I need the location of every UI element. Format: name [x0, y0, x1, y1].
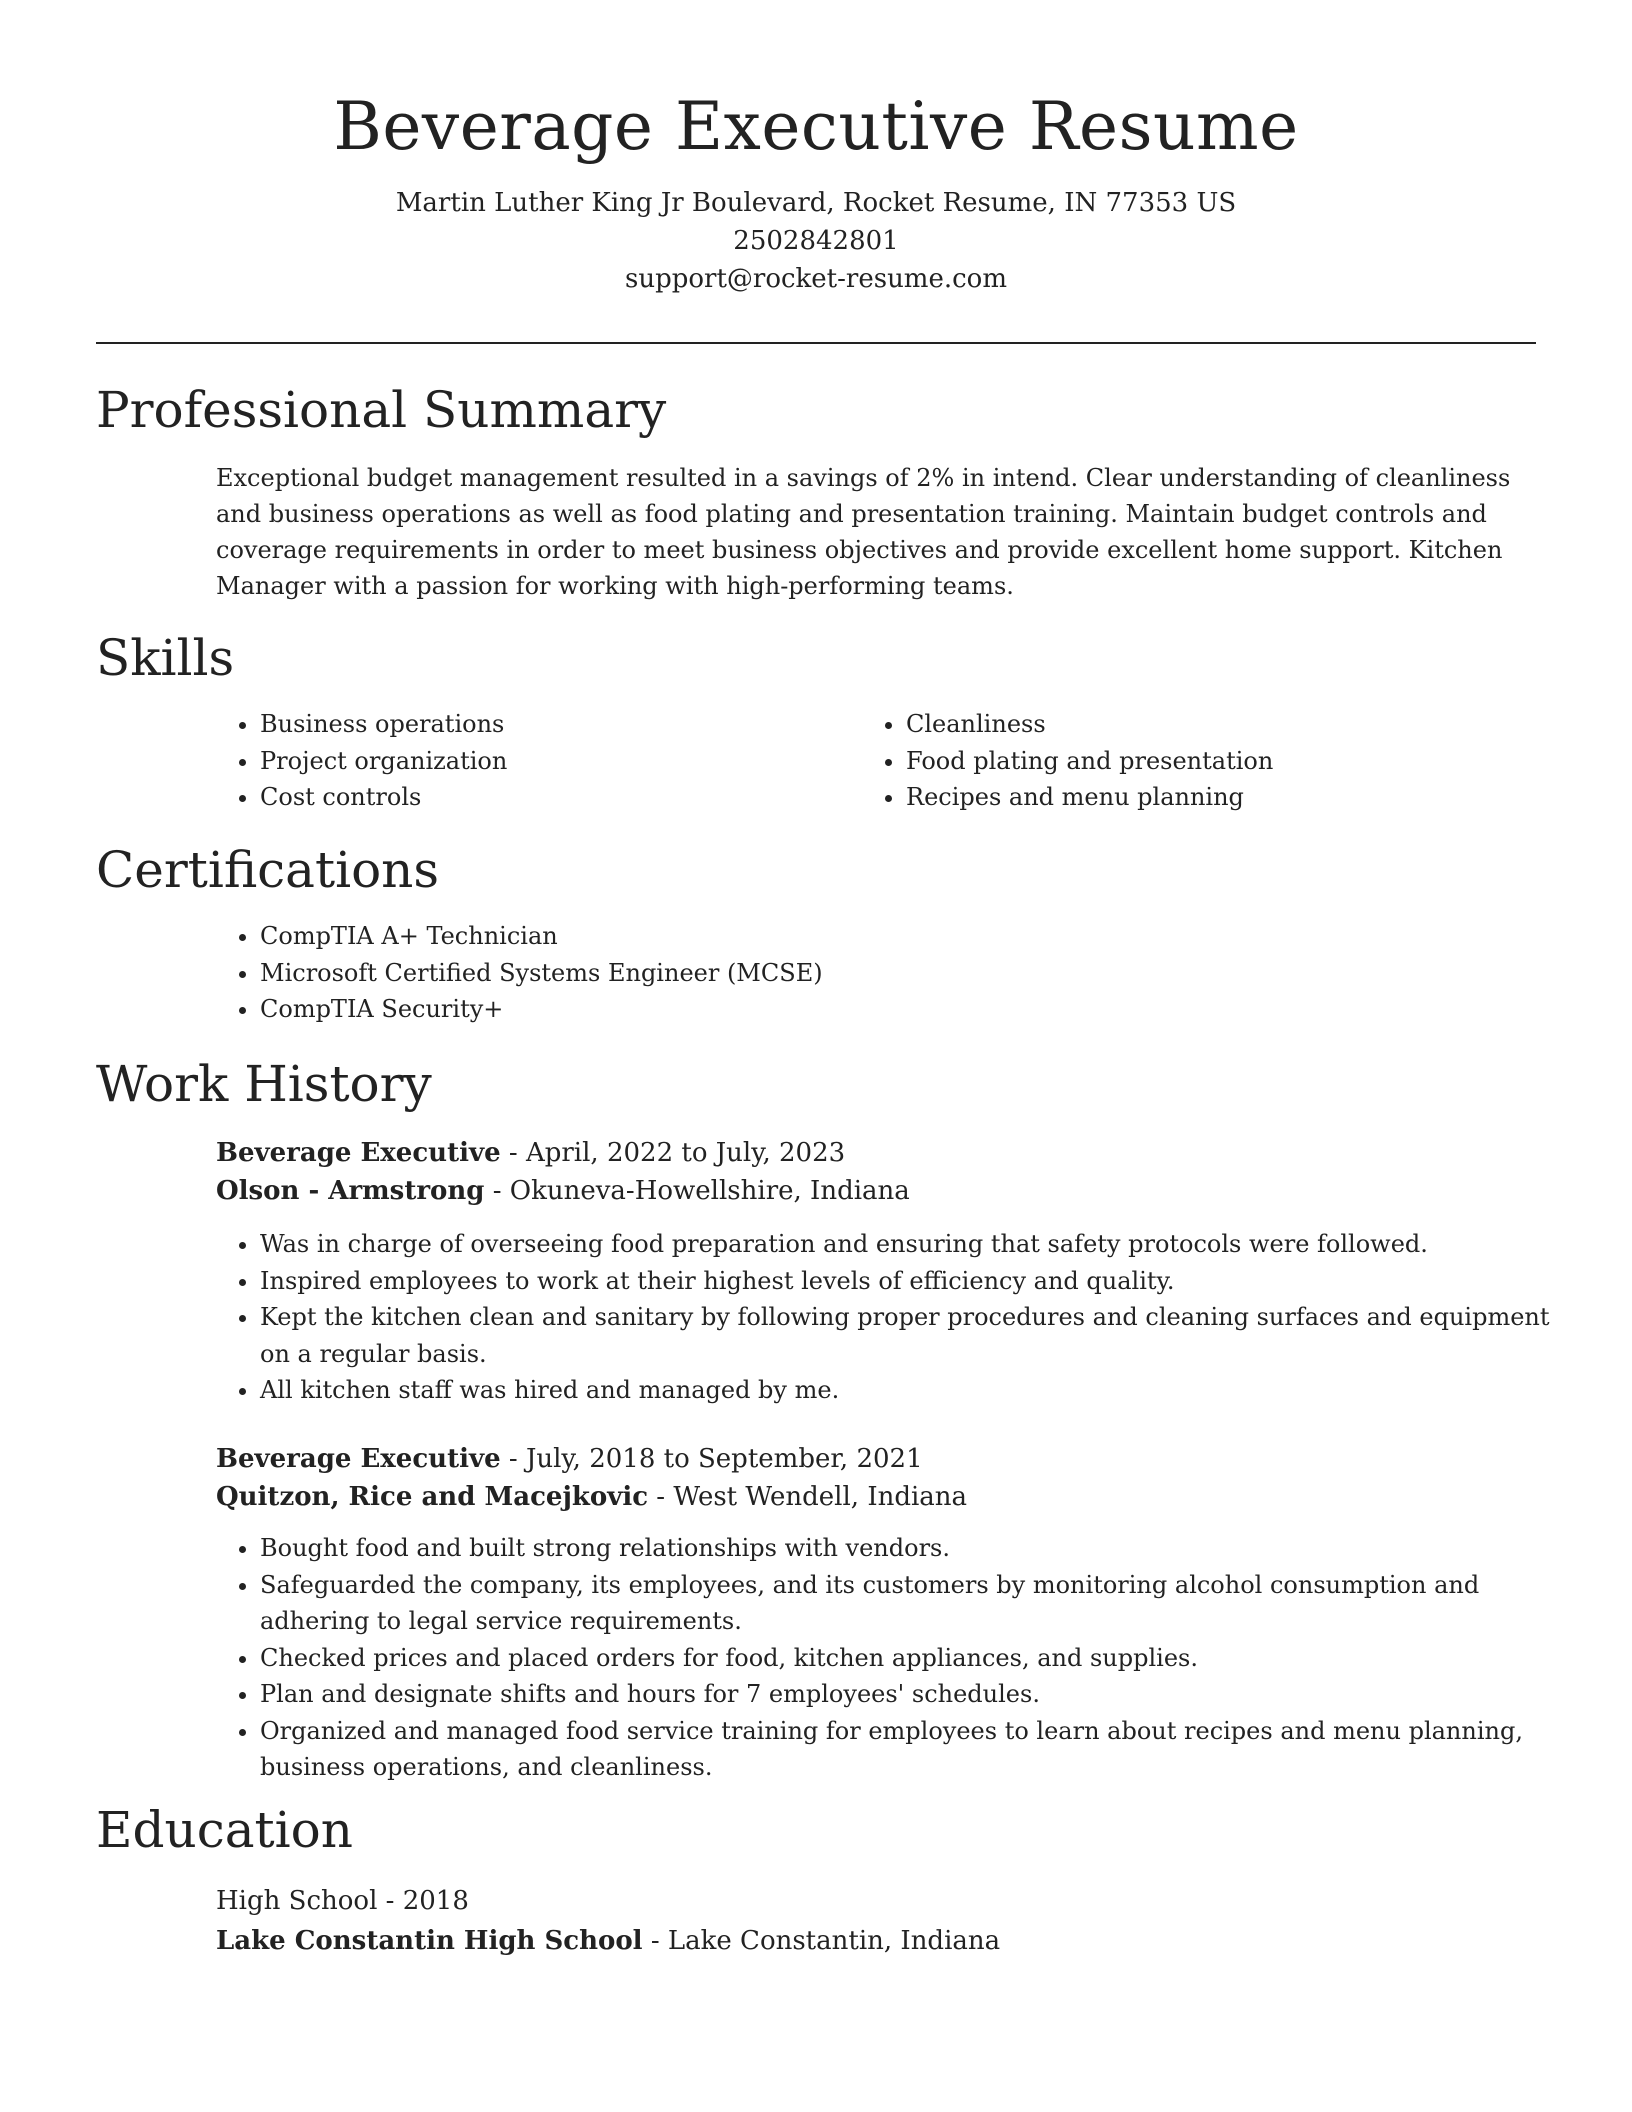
- job-location: - West Wendell, Indiana: [648, 1482, 968, 1512]
- job-company: Olson - Armstrong: [216, 1176, 485, 1206]
- education-year: - 2018: [377, 1886, 469, 1916]
- contact-address: Martin Luther King Jr Boulevard, Rocket Resume, IN 77353 US: [395, 188, 1237, 218]
- contact-email: support@rocket-resume.com: [624, 264, 1007, 294]
- skills-heading: Skills: [96, 629, 235, 687]
- skill-item: • Project organization: [260, 743, 860, 780]
- job-duty-item: • All kitchen staff was hired and managed by me.: [260, 1372, 1580, 1409]
- job-duty-item: • Safeguarded the company, its employees, and its customers by monitoring alcohol consumption and adhering to legal service requirements.: [260, 1567, 1580, 1640]
- job-duty-item: • Checked prices and placed orders for food, kitchen appliances, and supplies.: [260, 1640, 1580, 1677]
- education-school-line: [216, 1922, 1000, 1960]
- skills-list-left: [216, 706, 860, 816]
- job-duty-item: • Plan and designate shifts and hours for 7 employees' schedules.: [260, 1676, 1580, 1713]
- education-degree-line: [216, 1882, 469, 1920]
- job-duty-item: • Bought food and built strong relationships with vendors.: [260, 1530, 1580, 1567]
- job-dates: - April, 2022 to July, 2023: [500, 1138, 846, 1168]
- skill-item: • Cost controls: [260, 779, 860, 816]
- job-location: - Okuneva-Howellshire, Indiana: [484, 1176, 910, 1206]
- education-heading: Education: [96, 1801, 353, 1859]
- job-duty-item: • Kept the kitchen clean and sanitary by following proper procedures and cleaning surfaces and equipment on a regular basis.: [260, 1299, 1580, 1372]
- job-title-line: [216, 1440, 923, 1478]
- job-title-line: [216, 1134, 845, 1172]
- summary-heading: Professional Summary: [96, 381, 667, 439]
- contact-phone: 2502842801: [733, 226, 899, 256]
- certifications-heading: Certifications: [96, 841, 440, 899]
- job-duties-list: [216, 1226, 1580, 1409]
- work-history-heading: Work History: [96, 1055, 432, 1113]
- skill-item: • Cleanliness: [906, 706, 1546, 743]
- skill-item: • Business operations: [260, 706, 860, 743]
- job-company: Quitzon, Rice and Macejkovic: [216, 1482, 649, 1512]
- certification-item: • Microsoft Certified Systems Engineer (MCSE): [260, 955, 1540, 992]
- job-duty-item: • Was in charge of overseeing food preparation and ensuring that safety protocols were followed.: [260, 1226, 1580, 1263]
- job-title: Beverage Executive: [216, 1444, 501, 1474]
- resume-title: Beverage Executive Resume: [333, 88, 1299, 165]
- job-duty-item: • Inspired employees to work at their highest levels of efficiency and quality.: [260, 1263, 1580, 1300]
- job-company-line: [216, 1478, 967, 1516]
- job-title: Beverage Executive: [216, 1138, 501, 1168]
- education-location: - Lake Constantin, Indiana: [642, 1926, 1001, 1956]
- education-degree: High School: [216, 1886, 378, 1916]
- header-divider: [96, 342, 1536, 344]
- job-dates: - July, 2018 to September, 2021: [500, 1444, 923, 1474]
- education-school: Lake Constantin High School: [216, 1926, 643, 1956]
- job-company-line: [216, 1172, 910, 1210]
- skills-list-right: [862, 706, 1546, 816]
- skill-item: • Recipes and menu planning: [906, 779, 1546, 816]
- certification-item: • CompTIA A+ Technician: [260, 918, 1540, 955]
- certification-item: • CompTIA Security+: [260, 991, 1540, 1028]
- resume-header: [0, 0, 1632, 298]
- summary-text: Exceptional budget management resulted in a savings of 2% in intend. Clear understanding of cleanliness and business operations as well as food plating and presentation training. Maintain budget controls and coverage requirements in order to meet business objectives and provide excellent home support. Kitchen Manager with a passion for working with high-performing teams.: [216, 464, 1511, 600]
- job-duties-list: [216, 1530, 1580, 1786]
- certifications-list: [216, 918, 1540, 1028]
- job-duty-item: • Organized and managed food service training for employees to learn about recipes and menu planning, business operations, and cleanliness.: [260, 1713, 1580, 1786]
- skill-item: • Food plating and presentation: [906, 743, 1546, 780]
